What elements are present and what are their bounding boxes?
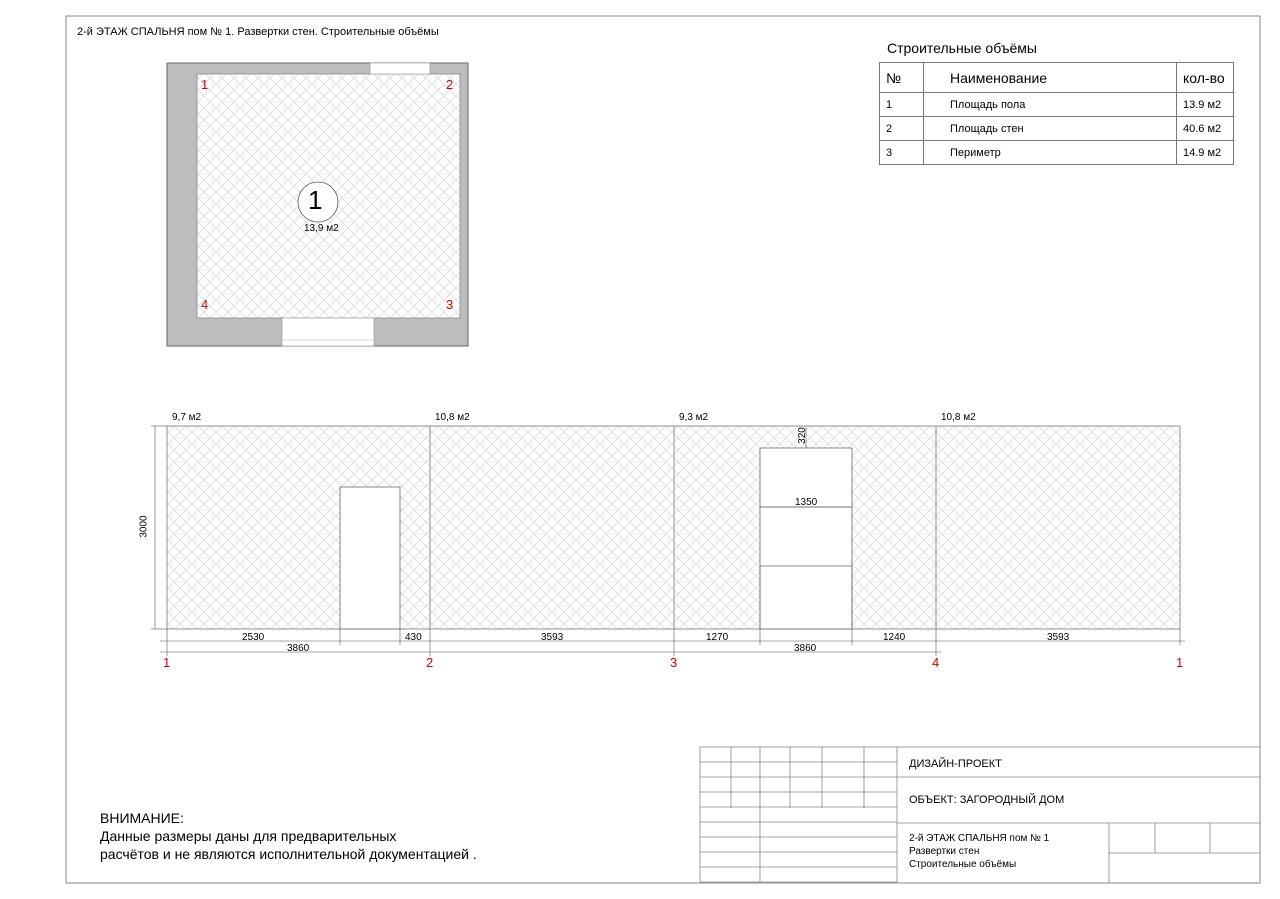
dim-3593-a: 3593 — [541, 632, 564, 643]
elev-corner-1: 1 — [163, 655, 171, 670]
room-area: 13,9 м2 — [304, 223, 339, 234]
row-qty: 13.9 м2 — [1177, 93, 1234, 117]
table-row — [880, 117, 1234, 141]
volumes-header-row — [880, 63, 1234, 93]
dim-2530: 2530 — [242, 632, 265, 643]
elevation-door — [340, 487, 400, 629]
elevation-window — [760, 448, 852, 629]
row-number: 2 — [880, 117, 924, 141]
dim-3860-b: 3860 — [794, 643, 817, 654]
height-dimension: 3000 — [138, 515, 150, 538]
wall-area-1: 9,7 м2 — [172, 412, 202, 423]
plan-corner-4: 4 — [201, 297, 209, 312]
window-width: 1350 — [795, 497, 818, 508]
row-number: 1 — [880, 93, 924, 117]
stamp-line-2: Развертки стен — [909, 846, 980, 857]
wall-area-3: 9,3 м2 — [679, 412, 709, 423]
elev-corner-3: 3 — [670, 655, 678, 670]
col-number: № — [880, 63, 924, 93]
volumes-table — [879, 62, 1234, 165]
row-qty: 14.9 м2 — [1177, 141, 1234, 165]
dim-1270: 1270 — [706, 632, 729, 643]
wall-area-4: 10,8 м2 — [941, 412, 976, 423]
stamp-line-3: Строительные объёмы — [909, 859, 1017, 870]
elev-corner-4: 4 — [932, 655, 940, 670]
row-name: Площадь пола — [924, 93, 1177, 117]
stamp-object: ОБЪЕКТ: ЗАГОРОДНЫЙ ДОМ — [909, 794, 1065, 806]
room-number: 1 — [308, 185, 323, 215]
col-name: Наименование — [924, 63, 1177, 93]
dim-3860-a: 3860 — [287, 643, 310, 654]
stamp-line-1: 2-й ЭТАЖ СПАЛЬНЯ пом № 1 — [909, 833, 1050, 844]
wall-elevation — [151, 426, 1185, 656]
elev-corner-2: 2 — [426, 655, 434, 670]
notice-title: ВНИМАНИЕ: — [100, 810, 184, 826]
volumes-title: Строительные объёмы — [887, 40, 1037, 56]
row-qty: 40.6 м2 — [1177, 117, 1234, 141]
sheet-title: 2-й ЭТАЖ СПАЛЬНЯ пом № 1. Развертки стен. Строительные объёмы — [77, 26, 439, 38]
plan-bottom-window — [282, 318, 374, 346]
notice-line-1: Данные размеры даны для предварительных — [100, 828, 397, 844]
notice-line-2: расчётов и не являются исполнительной документацией . — [100, 846, 477, 862]
dim-430: 430 — [405, 632, 422, 643]
row-name: Площадь стен — [924, 117, 1177, 141]
plan-corner-1: 1 — [201, 77, 209, 92]
plan-corner-2: 2 — [446, 77, 454, 92]
stamp-project: ДИЗАЙН-ПРОЕКТ — [909, 758, 1002, 770]
dim-3593-b: 3593 — [1047, 632, 1070, 643]
table-row — [880, 93, 1234, 117]
wall-area-2: 10,8 м2 — [435, 412, 470, 423]
row-number: 3 — [880, 141, 924, 165]
col-qty: кол-во — [1177, 63, 1234, 93]
row-name: Периметр — [924, 141, 1177, 165]
table-row — [880, 141, 1234, 165]
plan-corner-3: 3 — [446, 297, 454, 312]
elev-corner-1-end: 1 — [1176, 655, 1184, 670]
plan-top-opening — [370, 63, 430, 74]
window-top-gap: 320 — [796, 427, 808, 444]
dim-1240: 1240 — [883, 632, 906, 643]
